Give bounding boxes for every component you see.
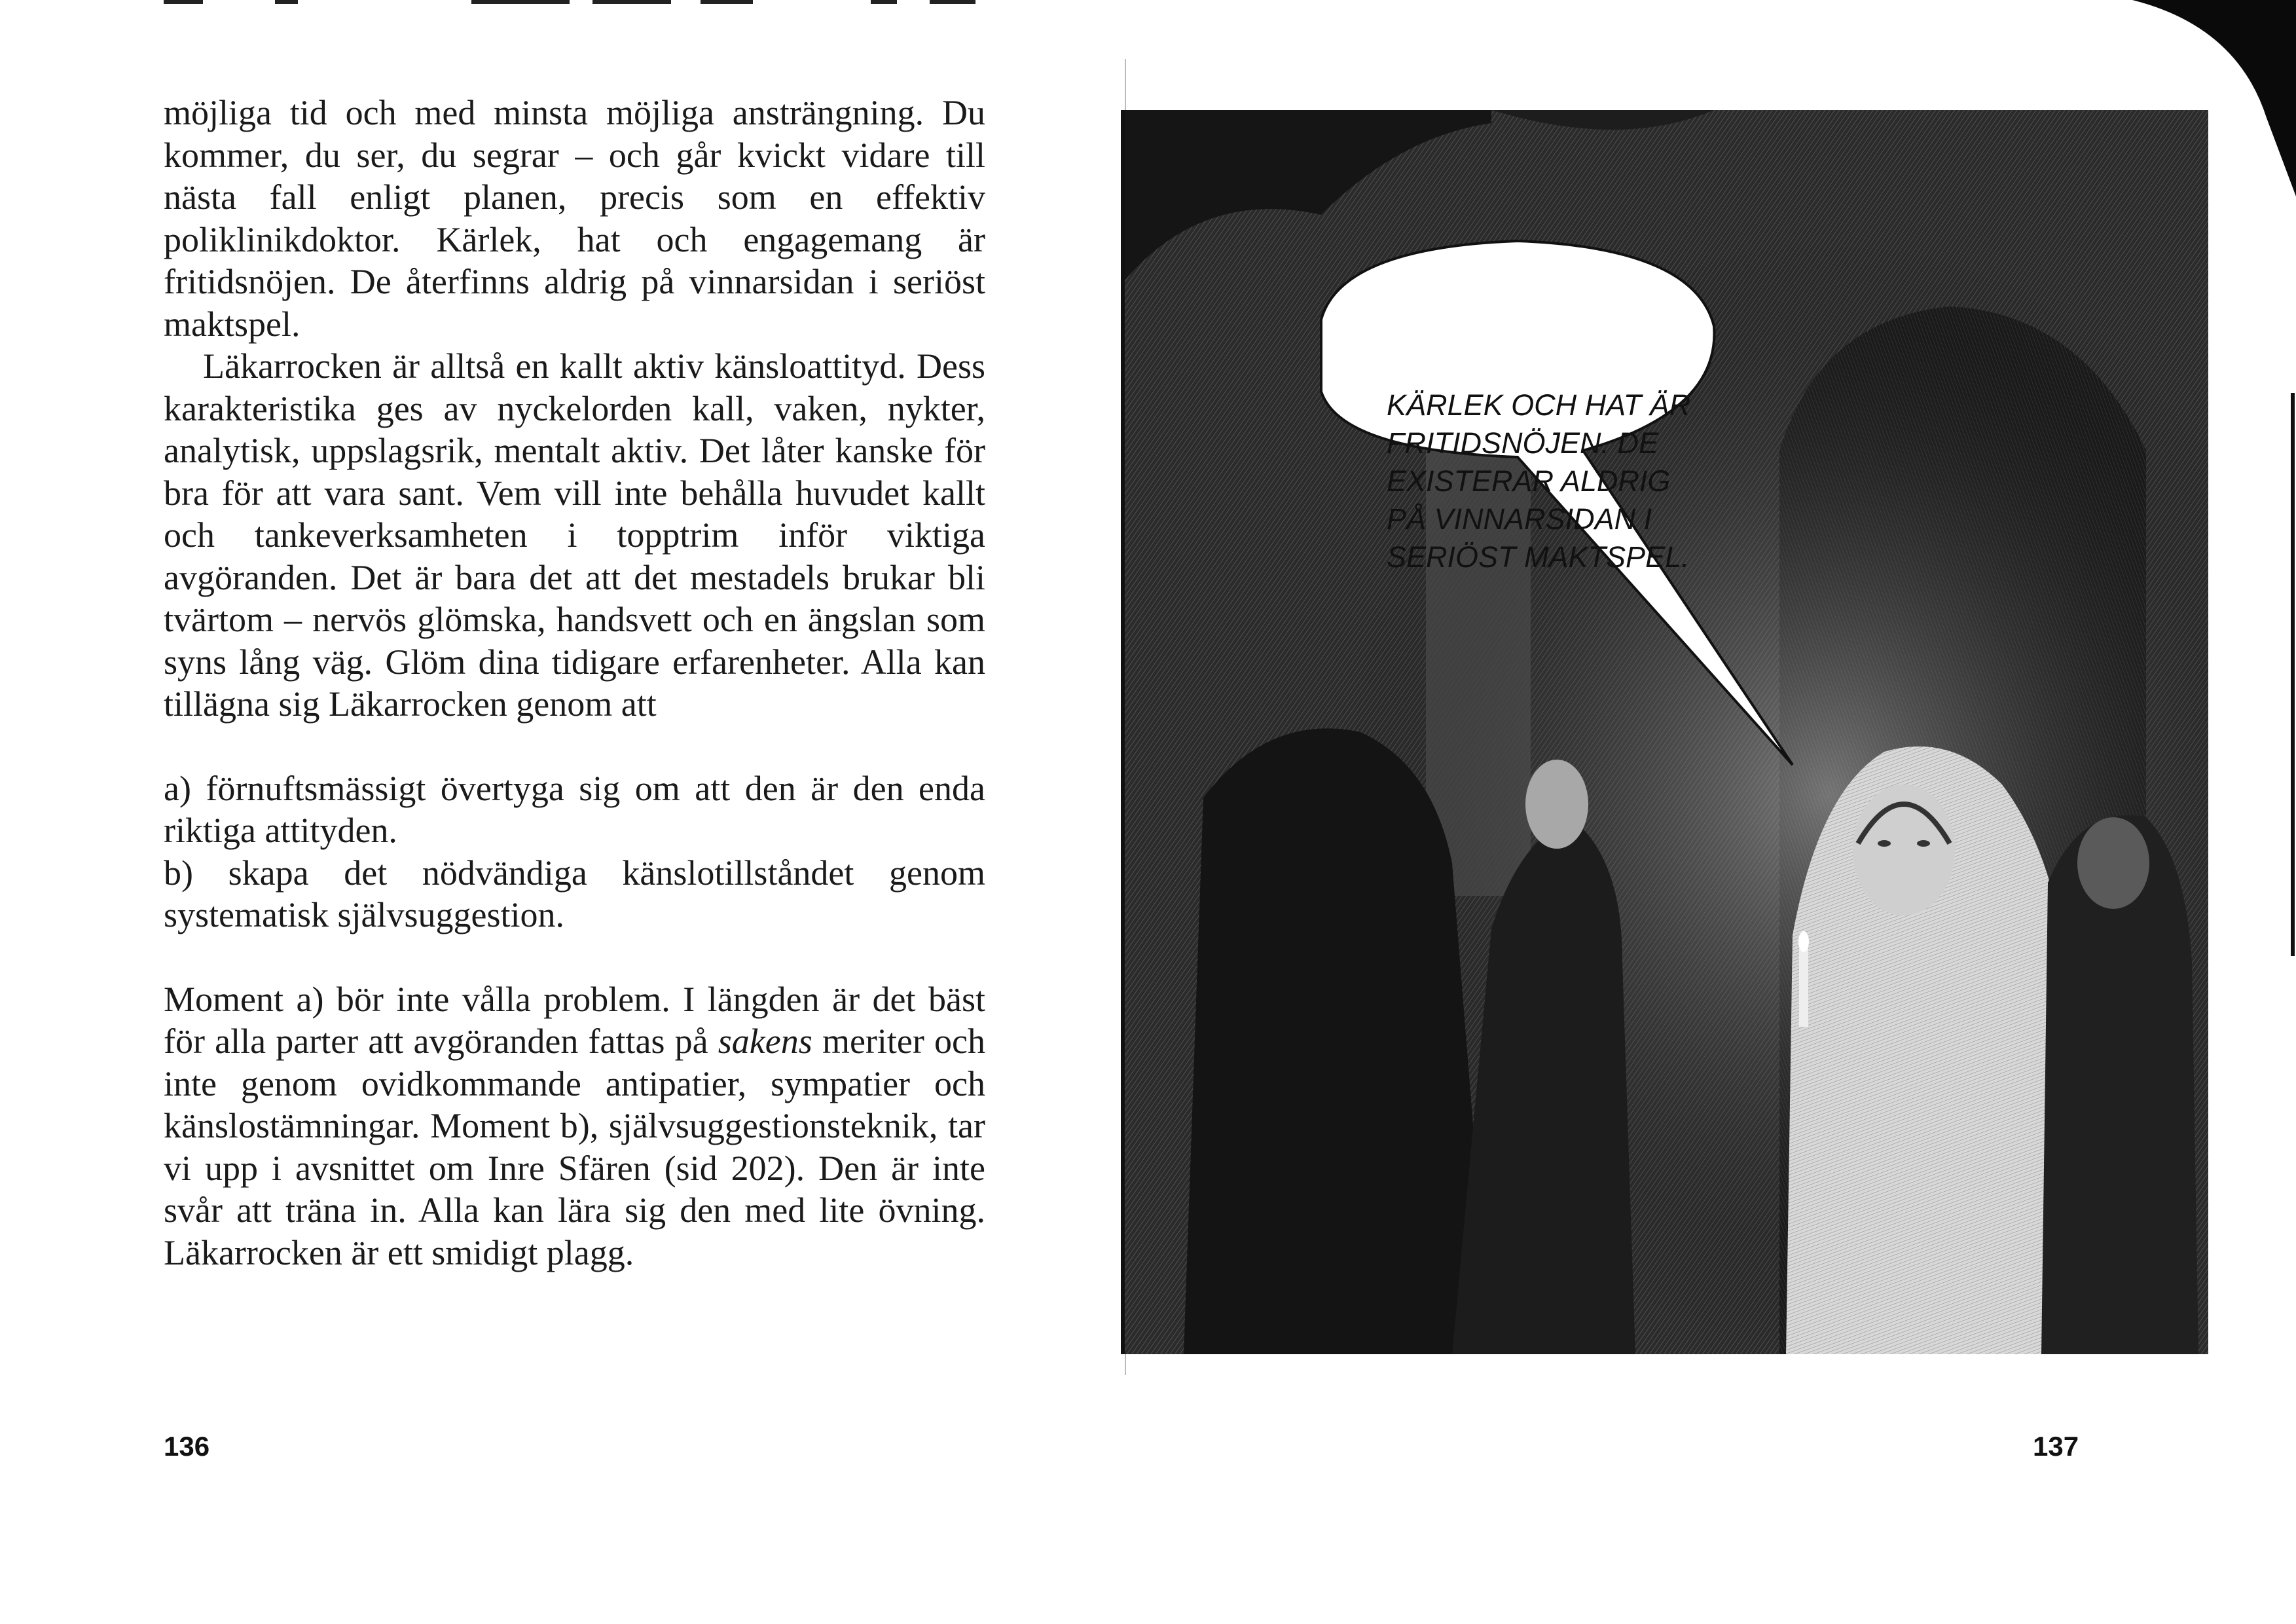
paragraph-3 [164, 978, 985, 1274]
speech-line-5: SERIÖST MAKTSPEL. [1387, 540, 1690, 574]
engraving-scene [1125, 110, 2208, 1354]
page-number-right: 137 [2033, 1431, 2079, 1462]
page-number-left: 136 [164, 1431, 210, 1462]
paragraph-3-end: meriter och inte genom ovidkommande antipatier, sympatier och känslostämningar. Moment b), självsuggestionsteknik, tar vi upp i avsnittet om Inre Sfären (sid 202). Den är inte svår att träna in. Alla kan lära sig den med lite övning. Läkarrocken är ett smidigt plagg. [164, 1022, 985, 1272]
speech-line-4: PÅ VINNARSIDAN I [1387, 502, 1652, 536]
scan-artifact-right [2132, 0, 2296, 1624]
paragraph-1: möjliga tid och med minsta möjliga ansträngning. Du kommer, du ser, du segrar – och går kvickt vidare till nästa fall enligt planen, precis som en effektiv poliklinikdoktor. Kärlek, hat och engagemang är fritidsnöjen. De återfinns aldrig på vinnarsidan i seriöst maktspel. [164, 93, 985, 344]
speech-line-2: FRITIDSNÖJEN. DE [1387, 426, 1659, 460]
paragraph-2: Läkarrocken är alltså en kallt aktiv känsloattityd. Dess karakteristika ges av nyckelorden kall, vaken, nykter, analytisk, uppslagsrik, mentalt aktiv. Det låter kanske för bra för att vara sant. Vem vill inte behålla huvudet kallt och tankeverksamheten i topptrim inför viktiga avgöranden. Det är bara det att det mestadels brukar bli tvärtom – nervös glömska, handsvett och en ängslan som syns lång väg. Glöm dina tidigare erfarenheter. Alla kan tillägna sig Läkarrocken genom att [164, 346, 985, 724]
engraving-illustration [1121, 110, 2208, 1354]
speech-line-1: KÄRLEK OCH HAT ÄR [1387, 388, 1691, 422]
paragraph-3-start: Moment a) bör inte vålla problem. I längden är det bäst för alla parter att avgöranden fattas på [164, 979, 985, 1061]
left-page-body [164, 92, 985, 1274]
list-item-b: b) skapa det nödvändiga känslotillståndet genom systematisk självsuggestion. [164, 853, 985, 934]
paragraph-3-emphasis: sakens [718, 1022, 812, 1061]
speech-line-3: EXISTERAR ALDRIG [1387, 464, 1671, 498]
scan-artifact-top [0, 0, 1021, 5]
list-item-a: a) förnuftsmässigt övertyga sig om att den är den enda riktiga attityden. [164, 768, 985, 850]
speech-bubble-text [1387, 386, 1753, 576]
